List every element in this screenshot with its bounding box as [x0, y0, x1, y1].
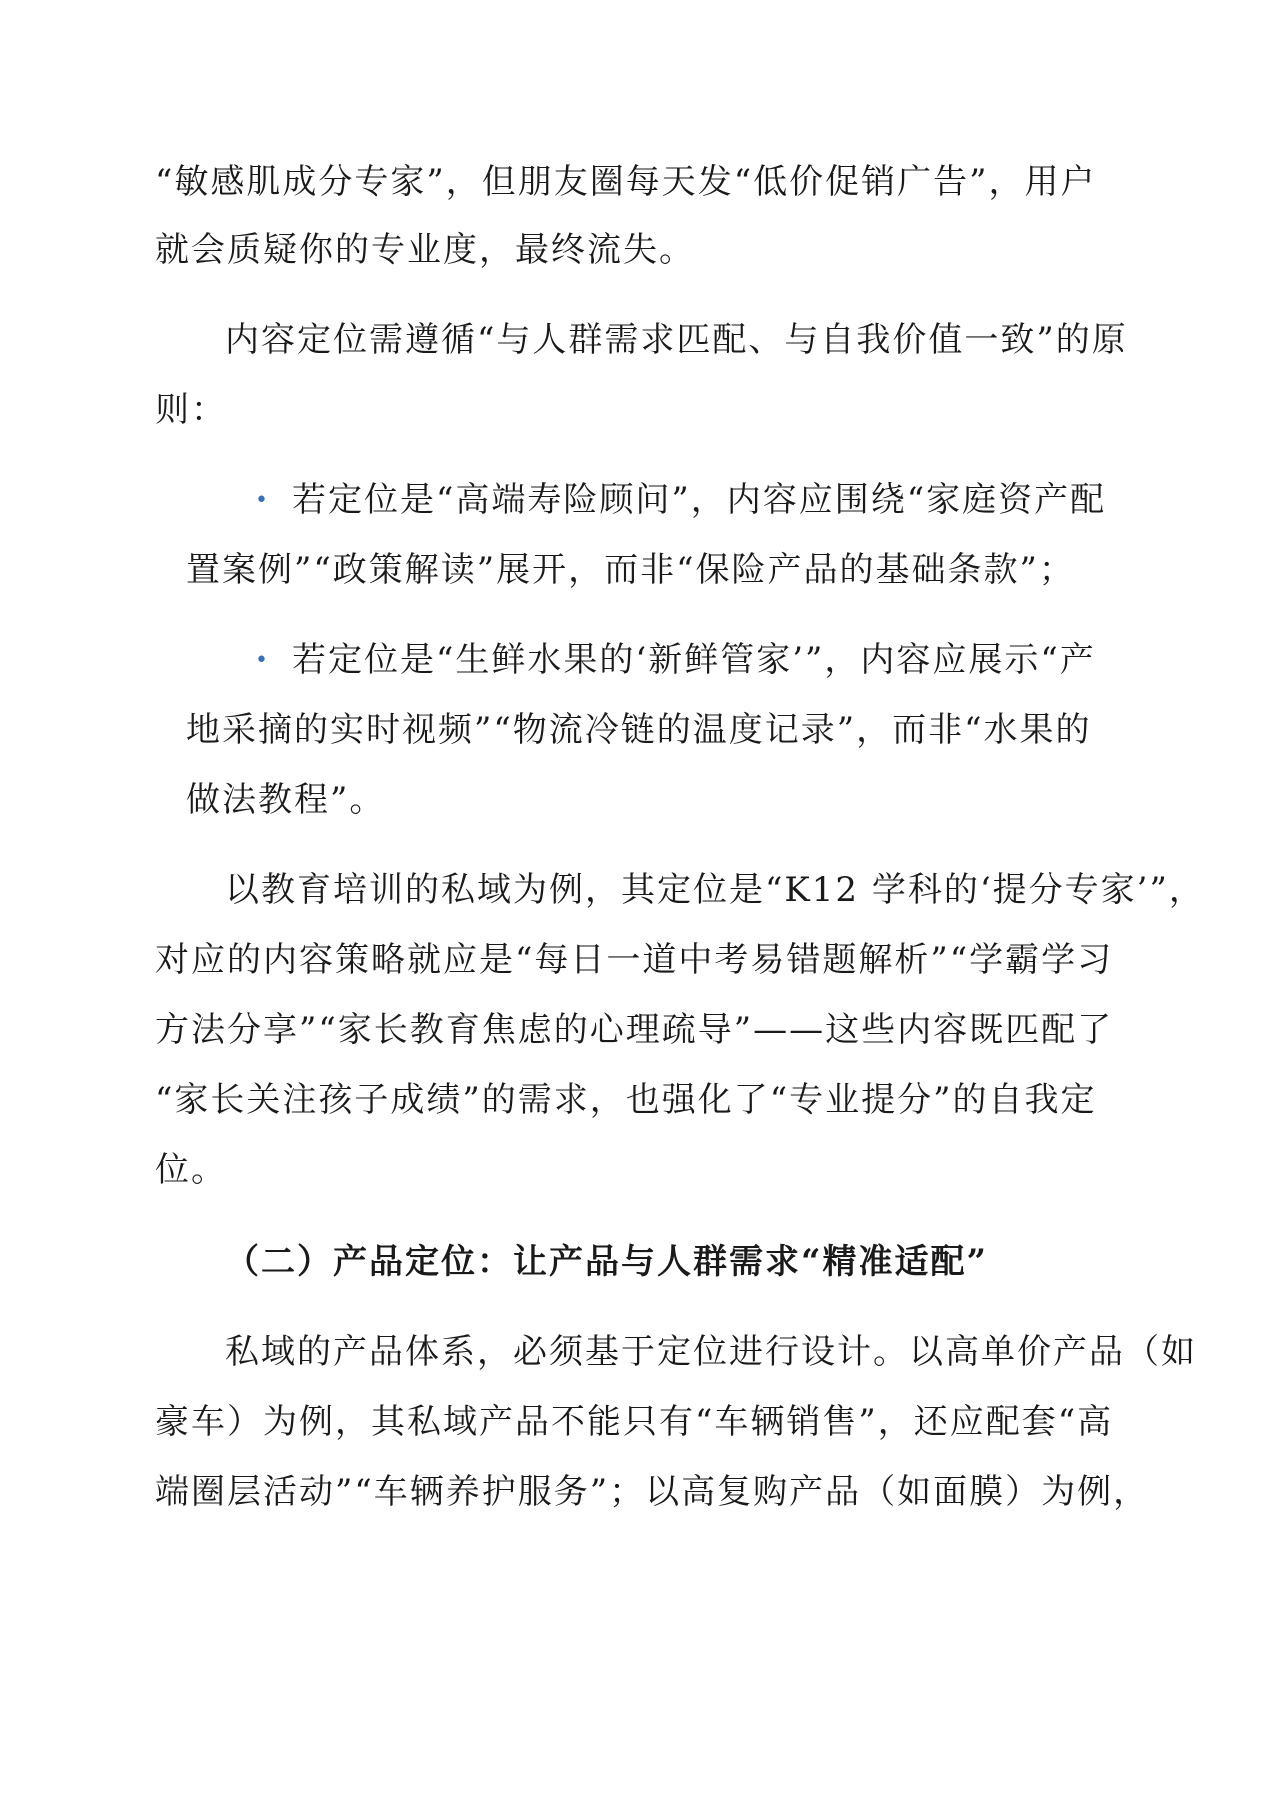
list-item-continuation: 地采摘的实时视频”“物流冷链的温度记录”，而非“水果的	[186, 710, 1092, 750]
paragraph-line: “家长关注孩子成绩”的需求，也强化了“专业提分”的自我定	[155, 1080, 1097, 1120]
paragraph-line: 对应的内容策略就应是“每日一道中考易错题解析”“学霸学习	[155, 940, 1114, 980]
paragraph-line: 以教育培训的私域为例，其定位是“K12 学科的‘提分专家’”，	[225, 870, 1205, 910]
paragraph-line: 豪车）为例，其私域产品不能只有“车辆销售”，还应配套“高	[155, 1402, 1114, 1442]
paragraph-line: 则：	[155, 390, 227, 430]
list-item-continuation: 置案例”“政策解读”展开，而非“保险产品的基础条款”；	[186, 550, 1075, 590]
paragraph-line: 私域的产品体系，必须基于定位进行设计。以高单价产品（如	[225, 1332, 1197, 1372]
paragraph-line: 就会质疑你的专业度，最终流失。	[155, 230, 695, 270]
paragraph-line: 端圈层活动”“车辆养护服务”；以高复购产品（如面膜）为例，	[155, 1472, 1150, 1512]
list-item: 若定位是“高端寿险顾问”，内容应围绕“家庭资产配	[292, 480, 1107, 520]
bullet-icon: •	[255, 488, 268, 513]
paragraph-line: 内容定位需遵循“与人群需求匹配、与自我价值一致”的原	[225, 320, 1128, 360]
paragraph-line: 方法分享”“家长教育焦虑的心理疏导”——这些内容既匹配了	[155, 1010, 1114, 1050]
list-item-continuation: 做法教程”。	[186, 780, 386, 820]
list-item: 若定位是“生鲜水果的‘新鲜管家’”，内容应展示“产	[292, 640, 1096, 680]
section-heading: （二）产品定位：让产品与人群需求“精准适配”	[225, 1242, 989, 1282]
paragraph-line: 位。	[155, 1150, 227, 1190]
bullet-icon: •	[255, 648, 268, 673]
paragraph-line: “敏感肌成分专家”，但朋友圈每天发“低价促销广告”，用户	[155, 162, 1097, 202]
